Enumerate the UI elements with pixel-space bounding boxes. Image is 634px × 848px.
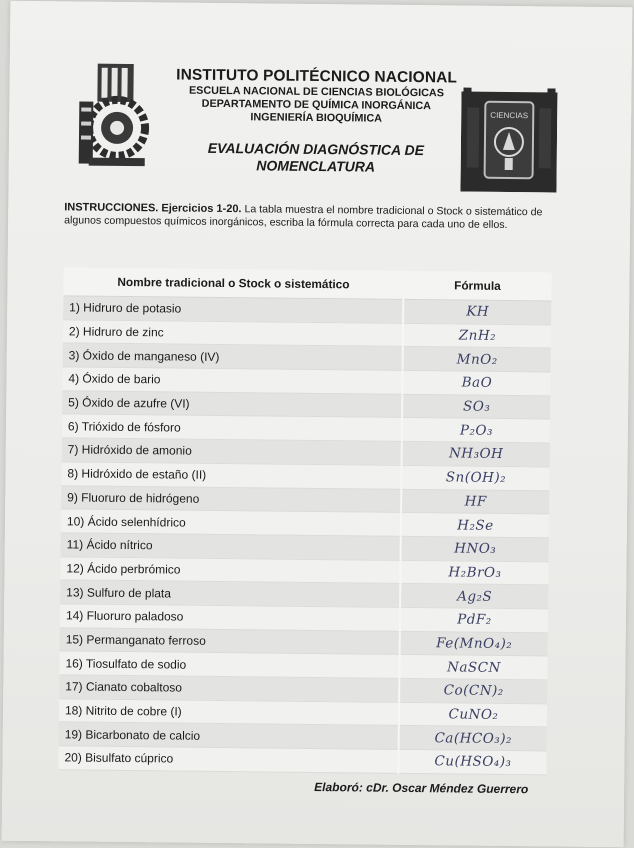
- compound-formula: CuNO₂: [399, 702, 547, 727]
- author-credit: Elaboró: cDr. Oscar Méndez Guerrero: [314, 779, 529, 797]
- compound-name: 6) Trióxido de fósforo: [62, 414, 402, 441]
- encb-logo-icon: [460, 87, 557, 192]
- encb-logo-text: CIENCIAS: [490, 110, 529, 121]
- compound-formula: Cu(HSO₄)₃: [398, 749, 546, 774]
- evaluation-title-line1: EVALUACIÓN DIAGNÓSTICA DE: [207, 139, 425, 159]
- compound-formula: Ca(HCO₃)₂: [399, 726, 547, 751]
- table-row: [58, 746, 546, 775]
- compound-formula: SO₃: [402, 394, 550, 419]
- instructions-paragraph: [64, 201, 558, 231]
- compound-name: 16) Tiosulfato de sodio: [59, 651, 399, 678]
- instructions-text: La tabla muestra el nombre tradicional o Stock o sistemático de algunos compuestos químicos inorgánicos, escriba la fórmula correcta para cada uno de ellos.: [64, 203, 543, 231]
- compound-name: 12) Ácido perbrómico: [60, 556, 400, 583]
- compound-name: 14) Fluoruro paladoso: [60, 604, 400, 631]
- compound-name: 19) Bicarbonato de calcio: [59, 722, 399, 749]
- evaluation-title-line2: NOMENCLATURA: [256, 157, 376, 175]
- instructions-lead: INSTRUCCIONES. Ejercicios 1-20.: [64, 201, 242, 216]
- compound-formula: BaO: [402, 370, 550, 395]
- compound-formula: Ag₂S: [400, 584, 548, 609]
- compound-name: 8) Hidróxido de estaño (II): [61, 462, 401, 489]
- institution-name: INSTITUTO POLITÉCNICO NACIONAL: [176, 66, 458, 87]
- header-formula: Fórmula: [403, 271, 551, 301]
- compound-formula: Sn(OH)₂: [401, 465, 549, 490]
- compound-formula: NH₃OH: [402, 442, 550, 467]
- evaluation-title: [161, 139, 471, 176]
- department-name: DEPARTAMENTO DE QUÍMICA INORGÁNICA: [201, 97, 432, 113]
- compound-name: 15) Permanganato ferroso: [60, 627, 400, 654]
- compound-name: 9) Fluoruro de hidrógeno: [61, 485, 401, 512]
- program-name: INGENIERÍA BIOQUÍMICA: [250, 111, 383, 125]
- compound-name: 1) Hidruro de potasio: [63, 296, 403, 323]
- compound-name: 17) Cianato cobaltoso: [59, 675, 399, 702]
- compound-formula: ZnH₂: [403, 323, 551, 348]
- compound-name: 4) Óxido de bario: [62, 367, 402, 394]
- compound-name: 10) Ácido selenhídrico: [61, 509, 401, 536]
- school-name: ESCUELA NACIONAL DE CIENCIAS BIOLÓGICAS: [188, 84, 445, 100]
- compound-formula: KH: [403, 299, 551, 324]
- compound-formula: PdF₂: [400, 607, 548, 632]
- compound-name: 5) Óxido de azufre (VI): [62, 391, 402, 418]
- compound-name: 3) Óxido de manganeso (IV): [63, 343, 403, 370]
- ipn-logo-icon: [75, 61, 156, 174]
- compound-formula: H₂BrO₃: [400, 560, 548, 585]
- compound-name: 20) Bisulfato cúprico: [58, 746, 398, 773]
- compound-name: 18) Nitrito de cobre (I): [59, 699, 399, 726]
- institution-header: [161, 66, 472, 176]
- compound-formula: NaSCN: [399, 655, 547, 680]
- nomenclature-table: [58, 267, 551, 775]
- header-name: Nombre tradicional o Stock o sistemático: [63, 267, 403, 299]
- document-page: [2, 1, 633, 847]
- compound-formula: MnO₂: [403, 347, 551, 372]
- compound-formula: HNO₃: [401, 536, 549, 561]
- compound-formula: P₂O₃: [402, 418, 550, 443]
- compound-name: 2) Hidruro de zinc: [63, 320, 403, 347]
- compound-name: 11) Ácido nítrico: [61, 533, 401, 560]
- compound-formula: HF: [401, 489, 549, 514]
- compound-formula: H₂Se: [401, 513, 549, 538]
- compound-formula: Fe(MnO₄)₂: [400, 631, 548, 656]
- compound-name: 13) Sulfuro de plata: [60, 580, 400, 607]
- compound-name: 7) Hidróxido de amonio: [62, 438, 402, 465]
- compound-formula: Co(CN)₂: [399, 678, 547, 703]
